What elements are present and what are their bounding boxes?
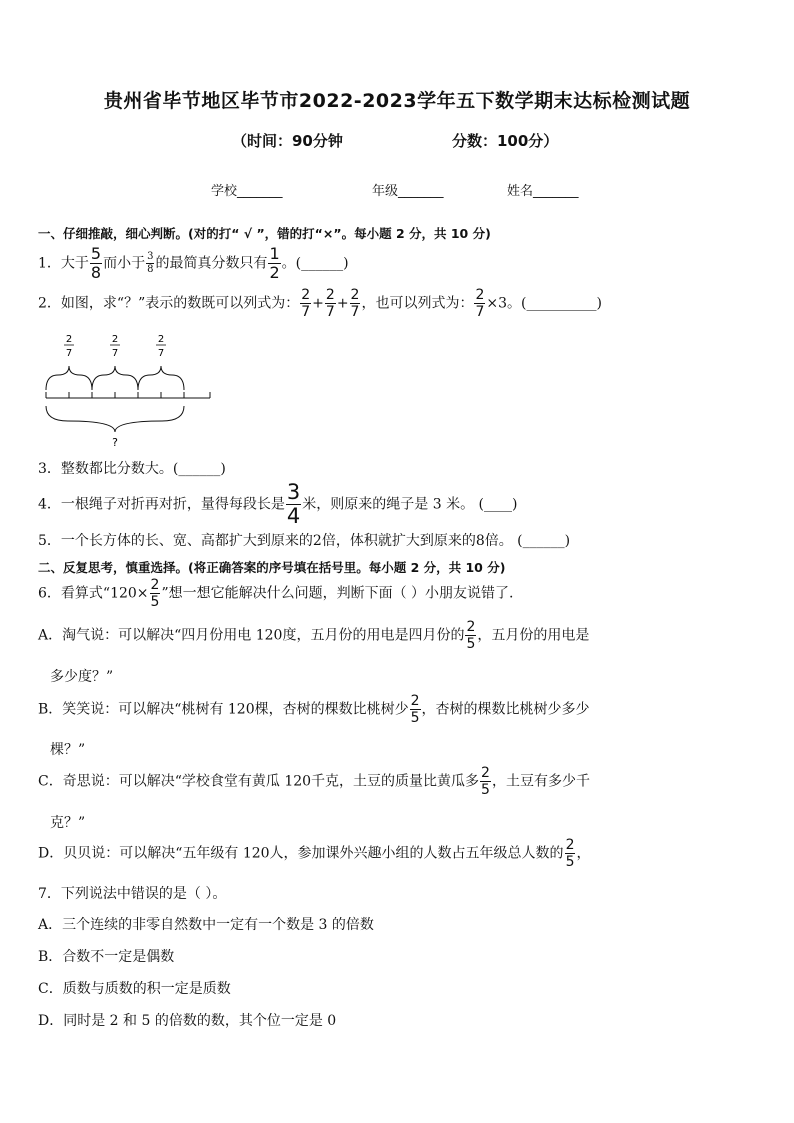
section-heading-1: 一、仔细推敲，细心判断。(对的打“ √ ”，错的打“×”。每小题 2 分，共 10 分) bbox=[38, 226, 491, 241]
fraction: $\frac{2}{5}$ bbox=[410, 693, 420, 726]
brace-bottom bbox=[46, 406, 184, 432]
option-6D: D．贝贝说：可以解决“五年级有 120人，参加课外兴趣小组的人数占五年级总人数的 $\frac{2}{5}$ ， bbox=[38, 837, 591, 870]
question-5: 5．一个长方体的长、宽、高都扩大到原来的2倍，体积就扩大到原来的8倍。 (______) bbox=[38, 533, 571, 549]
svg-text:2: 2 bbox=[157, 334, 165, 345]
fraction: $\frac{2}{5}$ bbox=[481, 765, 490, 798]
top-label-2 bbox=[110, 334, 120, 359]
exam-time: （时间：90分钟 bbox=[232, 132, 343, 150]
fraction: $\frac{5}{8}$ bbox=[90, 244, 102, 282]
fraction: $\frac{2}{7}$ bbox=[350, 287, 360, 320]
grade-field: 年级_______ bbox=[372, 184, 444, 199]
section-heading-2: 二、反复思考，慎重选择。(将正确答案的序号填在括号里。每小题 2 分，共 10 分) bbox=[38, 560, 506, 575]
question-2: 2．如图，求“？”表示的数既可以列式为： $\frac{2}{7}$ + $\frac{2}{7}$ + $\frac{2}{7}$ ，也可以列式为： $\frac{2}{7}$ ×3。(__________) bbox=[38, 287, 602, 320]
fraction: $\frac{2}{7}$ bbox=[325, 287, 335, 320]
school-field: 学校_______ bbox=[211, 184, 283, 199]
question-6: 6．看算式“120× $\frac{2}{5}$ ”想一想它能解决什么问题，判断下面（ ）小朋友说错了. bbox=[38, 577, 514, 610]
fraction: $\frac{2}{7}$ bbox=[301, 287, 311, 320]
option-7B: B．合数不一定是偶数 bbox=[38, 949, 175, 965]
question-1: 1．大于 $\frac{5}{8}$ 而小于 $\frac{3}{8}$ 的最简真分数只有 $\frac{1}{2}$ 。(______) bbox=[38, 244, 349, 282]
svg-text:7: 7 bbox=[65, 348, 73, 359]
question-mark: ? bbox=[112, 436, 118, 449]
exam-score: 分数：100分） bbox=[452, 132, 559, 150]
svg-text:2: 2 bbox=[111, 334, 119, 345]
option-7C: C．质数与质数的积一定是质数 bbox=[38, 981, 231, 997]
name-field: 姓名_______ bbox=[507, 184, 579, 199]
top-label-1 bbox=[64, 334, 74, 359]
fraction: $\frac{1}{2}$ bbox=[269, 244, 280, 282]
fraction: $\frac{2}{5}$ bbox=[466, 619, 476, 652]
page-title: 贵州省毕节地区毕节市2022-2023学年五下数学期末达标检测试题 bbox=[103, 90, 691, 112]
option-7D: D．同时是 2 和 5 的倍数的数，其个位一定是 0 bbox=[38, 1013, 337, 1029]
top-label-3 bbox=[156, 334, 166, 359]
option-6B-cont: 棵？” bbox=[50, 742, 86, 758]
fraction: $\frac{3}{8}$ bbox=[147, 251, 154, 275]
option-6A-cont: 多少度？” bbox=[50, 669, 114, 685]
brace-top-1 bbox=[46, 366, 92, 390]
segment-diagram bbox=[38, 328, 218, 454]
question-4: 4．一根绳子对折再对折，量得每段长是 $\frac{3}{4}$ 米，则原来的绳子是 3 米。 (____) bbox=[38, 480, 518, 528]
option-6A: A．淘气说：可以解决“四月份用电 120度，五月份的用电是四月份的 $\frac{2}{5}$ ，五月份的用电是 bbox=[38, 619, 590, 652]
fraction: $\frac{2}{7}$ bbox=[475, 287, 485, 320]
question-3: 3．整数都比分数大。(______) bbox=[38, 461, 226, 477]
option-6C-cont: 克？” bbox=[50, 815, 86, 831]
fraction: $\frac{2}{5}$ bbox=[150, 577, 160, 610]
brace-top-2 bbox=[92, 366, 138, 390]
option-6C: C．奇思说：可以解决“学校食堂有黄瓜 120千克，土豆的质量比黄瓜多 $\frac{2}{5}$ ，土豆有多少千 bbox=[38, 765, 590, 798]
svg-text:7: 7 bbox=[111, 348, 119, 359]
brace-top-3 bbox=[138, 366, 184, 390]
question-7: 7．下列说法中错误的是（ ）。 bbox=[38, 886, 227, 902]
option-6B: B．笑笑说：可以解决“桃树有 120棵，杏树的棵数比桃树少 $\frac{2}{5}$ ，杏树的棵数比桃树少多少 bbox=[38, 693, 590, 726]
svg-text:2: 2 bbox=[65, 334, 73, 345]
fraction: $\frac{2}{5}$ bbox=[565, 837, 575, 870]
option-7A: A．三个连续的非零自然数中一定有一个数是 3 的倍数 bbox=[38, 917, 374, 933]
fraction: $\frac{3}{4}$ bbox=[286, 480, 301, 528]
svg-text:7: 7 bbox=[157, 348, 165, 359]
tick-marks bbox=[46, 392, 210, 398]
